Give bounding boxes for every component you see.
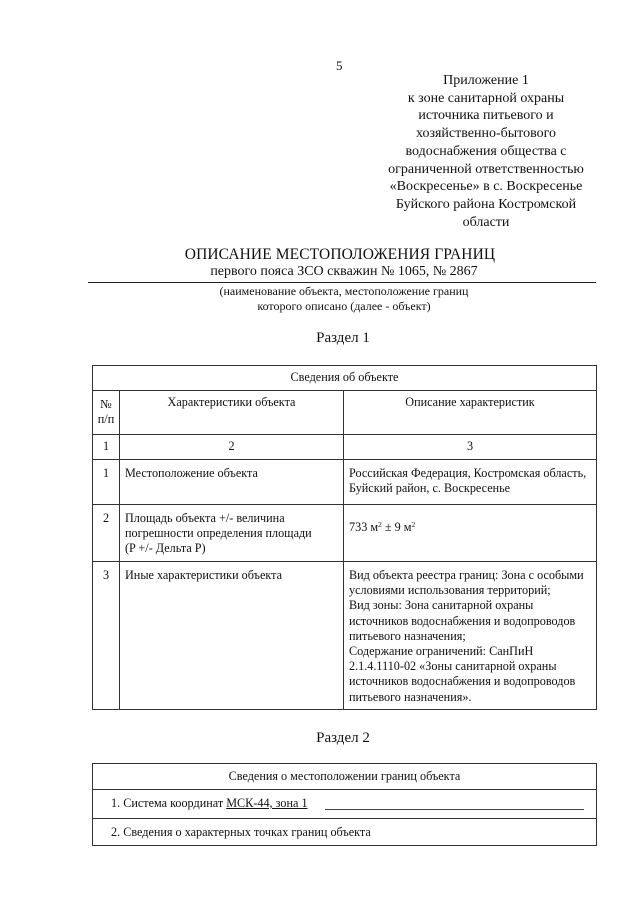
characteristic-line: (P +/- Дельта P) (125, 541, 206, 556)
row-characteristic: Местоположение объекта (120, 460, 344, 505)
title-underline (88, 282, 596, 283)
col-index: 2 (120, 435, 344, 460)
coordinate-system-text (111, 796, 308, 811)
row-description (344, 562, 597, 710)
appendix-line: Буйского района Костромской (395, 196, 577, 212)
description-line: источников водоснабжения и водопроводов (349, 674, 576, 689)
coordinate-system-value: МСК-44, зона 1 (226, 796, 308, 810)
description-line: 2.1.4.1110-02 «Зоны санитарной охраны (349, 659, 557, 674)
characteristic-line: Площадь объекта +/- величина (125, 511, 285, 525)
appendix-line: области (462, 214, 510, 230)
row-characteristic: Иные характеристики объекта (120, 562, 344, 710)
row-number: 1 (93, 460, 120, 505)
row-number: 3 (93, 562, 120, 710)
appendix-line: к зоне санитарной охраны (407, 90, 565, 106)
description-line: Буйский район, с. Воскресенье (349, 481, 511, 496)
table-row (93, 460, 597, 505)
description-line: питьевого назначения; (349, 628, 466, 643)
area-error-text: ± 9 м (381, 520, 412, 534)
row-description (344, 505, 597, 562)
appendix-line: хозяйственно-бытового (415, 126, 557, 142)
row-description (344, 460, 597, 505)
appendix-line: источника питьевого и (418, 108, 554, 124)
description-line: условиями использования территорий; (349, 583, 551, 598)
appendix-line: водоснабжения общества с (405, 143, 567, 159)
area-value (349, 511, 592, 535)
col-characteristics-header: Характеристики объекта (120, 391, 344, 435)
boundary-location-table (92, 763, 597, 846)
area-value-text: 733 м (349, 520, 379, 534)
col-number-header (93, 391, 120, 435)
boundary-points-label: 2. Сведения о характерных точках границ объекта (111, 825, 371, 839)
document-subtitle: первого пояса ЗСО скважин № 1065, № 2867 (210, 264, 478, 279)
row-number: 2 (93, 505, 120, 562)
description-line: питьевого назначения». (349, 689, 472, 704)
object-info-caption: Сведения об объекте (93, 366, 597, 391)
col-number-line: п/п (97, 412, 115, 427)
boundary-points-row (93, 818, 596, 845)
description-line: источников водоснабжения и водопроводов (349, 613, 576, 628)
appendix-line: ограниченной ответственностью (388, 161, 584, 177)
appendix-line: «Воскресенье» в с. Воскресенье (389, 179, 583, 195)
section-2-heading: Раздел 2 (316, 730, 370, 746)
appendix-note (366, 72, 606, 231)
description-line: Вид объекта реестра границ: Зона с особыми (349, 568, 584, 582)
table-row (93, 562, 597, 710)
object-info-table (92, 365, 597, 710)
appendix-line: Приложение 1 (443, 73, 529, 88)
page-number: 5 (336, 58, 343, 73)
characteristic-line: погрешности определения площади (125, 526, 312, 541)
title-caption (160, 284, 528, 314)
col-number-line: № (100, 397, 112, 411)
fill-underline (325, 809, 584, 810)
boundary-location-caption: Сведения о местоположении границ объекта (228, 769, 461, 783)
col-index: 3 (344, 435, 597, 460)
area-unit-sup: 2 (378, 520, 382, 529)
coordinate-system-label: 1. Система координат (111, 796, 227, 810)
description-line: Содержание ограничений: СанПиН (349, 644, 534, 659)
col-index: 1 (93, 435, 120, 460)
section-1-heading: Раздел 1 (316, 330, 370, 346)
description-line: Российская Федерация, Костромская область, (349, 466, 587, 480)
caption-line: которого описано (далее - объект) (257, 298, 431, 313)
table-row (93, 505, 597, 562)
col-description-header: Описание характеристик (344, 391, 597, 435)
caption-line: (наименование объекта, местоположение границ (219, 284, 469, 298)
row-characteristic (120, 505, 344, 562)
coordinate-system-row (93, 789, 596, 818)
area-error-unit-sup: 2 (411, 520, 416, 529)
description-line: Вид зоны: Зона санитарной охраны (349, 598, 534, 613)
document-title: ОПИСАНИЕ МЕСТОПОЛОЖЕНИЯ ГРАНИЦ (184, 246, 496, 263)
